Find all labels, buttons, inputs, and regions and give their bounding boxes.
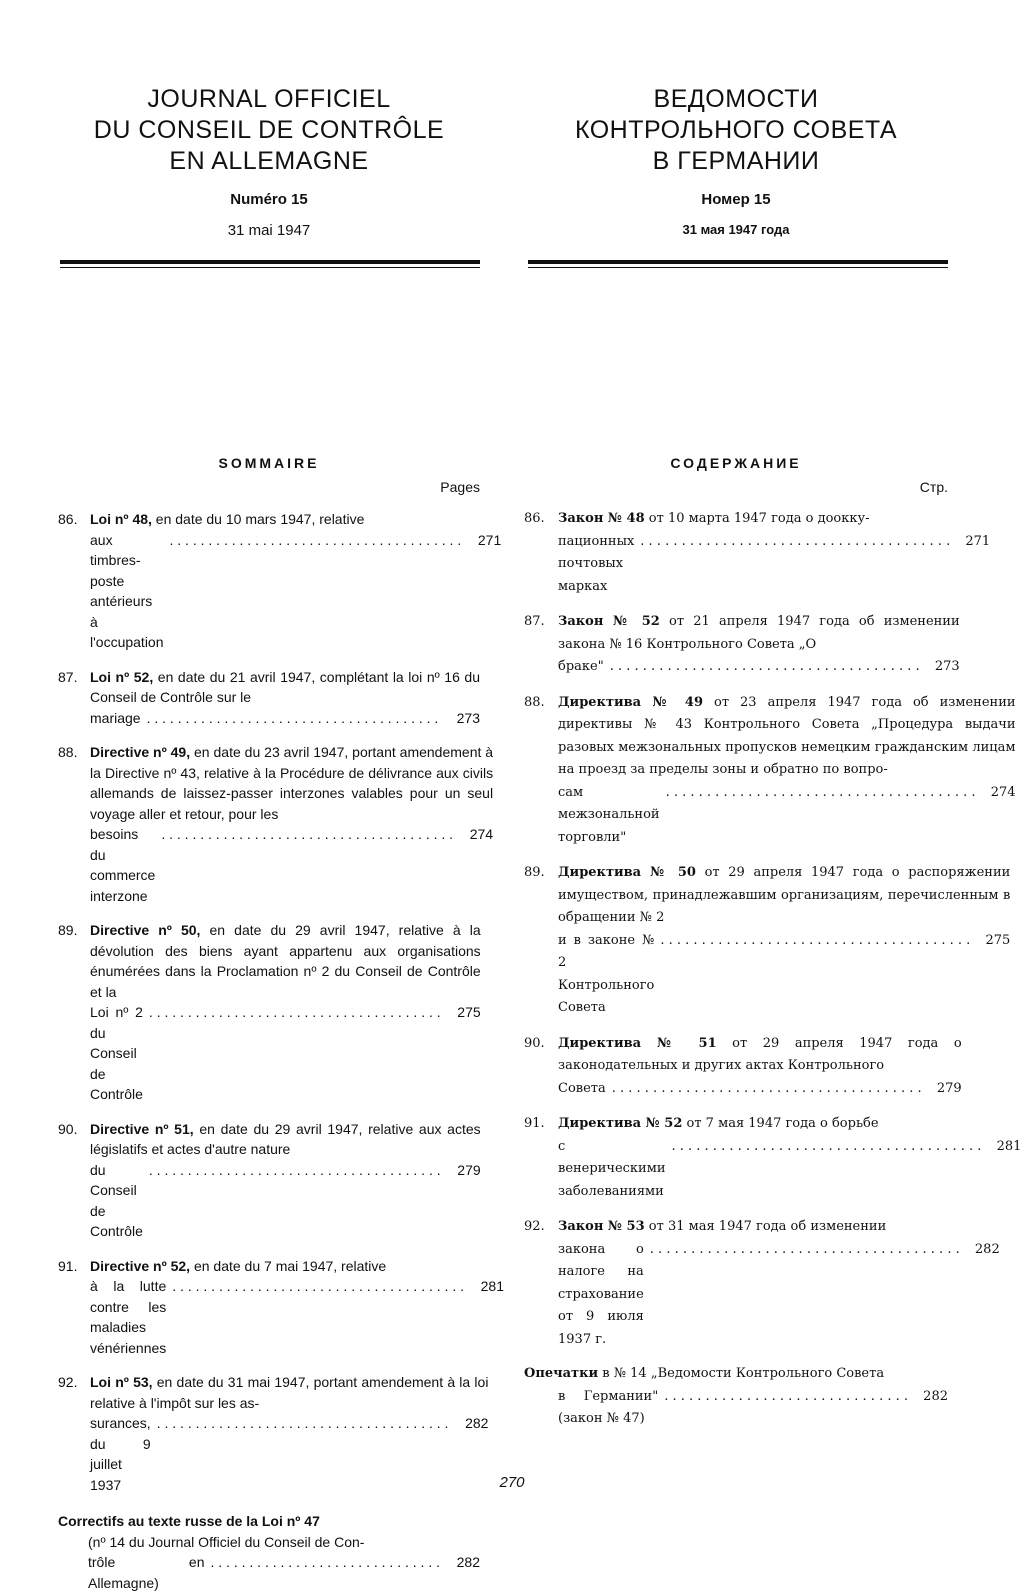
entry-act-title: Закон № 48: [558, 511, 645, 526]
entry-number: 89.: [58, 922, 78, 938]
entry-act-title: Директива № 51: [558, 1035, 717, 1051]
page-ref: 273: [934, 659, 960, 674]
entry-act-title: Закон № 53: [558, 1219, 645, 1234]
entry-text-last: du Conseil de Contrôle: [90, 1161, 143, 1239]
issue-number: Numéro 15: [230, 191, 308, 208]
toc-entry: [524, 508, 991, 598]
page-ref: 271: [477, 531, 502, 548]
entry-act-title: Loi nº 53,: [90, 1374, 153, 1390]
corrections-text: в № 14 „Ведомости Контрольного Совета: [598, 1366, 885, 1381]
entry-text: en date du 23 avril 1947, portant amendement à la Directive nº 43, relative à la Procédure de délivrance aux civils allemands de laissez-passer interzones valables pour un seul voyage aller et retour, pour les: [90, 744, 494, 822]
journal-title-line-3: В ГЕРМАНИИ: [652, 147, 820, 175]
issue-date: 31 mai 1947: [227, 222, 311, 239]
leader-dots: . . . . . . . . . . . . . . . . . . . . . . . . . . . . . . . . . . . . . .: [172, 1278, 464, 1294]
toc-entry: [524, 862, 1011, 1020]
page-number: 270: [499, 1474, 525, 1491]
leader-dots: . . . . . . . . . . . . . . . . . . . . . . . . . . . . . . . . . . . . . .: [169, 531, 462, 548]
entry-act-title: Loi nº 48,: [90, 511, 152, 527]
pages-label: Стр.: [919, 479, 948, 495]
corrections-entry: [58, 1511, 480, 1593]
corrections-head: Correctifs au texte russe de la Loi nº 47: [58, 1513, 320, 1529]
entry-text-last: закона о налоге на страхование от 9 июля 1937 г.: [558, 1241, 644, 1347]
toc-entry: [524, 1113, 1022, 1203]
entry-number: 86.: [58, 511, 78, 527]
entry-text: en date du 29 avril 1947, relative à la dévolution des biens ayant appartenu aux organisations énumérées dans la Proclamation nº 2 du Conseil de Contrôle et la: [90, 922, 481, 1000]
entry-act-title: Директива № 49: [558, 694, 703, 710]
entry-text-last: сам межзональной торговли": [558, 784, 660, 845]
page-ref: 271: [965, 533, 991, 549]
leader-dots: . . . . . . . . . . . . . . . . . . . . . . . . . . . . . . . . . . . . . .: [146, 709, 439, 726]
corrections-text-last: в Германии" (закон № 47): [558, 1388, 659, 1426]
leader-dots: . . . . . . . . . . . . . . . . . . . . . . . . . . . . . . . . . . . . . .: [665, 784, 976, 800]
entry-text: от 29 апреля 1947 года о законодательных и других актах Контрольного: [558, 1035, 962, 1073]
entry-number: 92.: [524, 1219, 545, 1234]
toc-fr: [58, 455, 504, 1593]
toc-entry: [58, 509, 502, 653]
entry-number: 88.: [58, 744, 78, 760]
leader-dots: . . . . . . . . . . . . . . . . . . . . . . . . . . . . . . . . . . . . . .: [671, 1138, 982, 1154]
entry-text-last: mariage: [90, 709, 141, 726]
entry-text: en date du 29 avril 1947, relative aux actes législatifs et actes d'autre nature: [90, 1120, 481, 1157]
toc-entry: [524, 1033, 962, 1101]
entry-act-title: Directive nº 49,: [90, 744, 191, 760]
page-ref: 279: [936, 1080, 962, 1096]
entry-text: en date du 7 mai 1947, relative: [190, 1257, 387, 1274]
page-ref: 274: [990, 784, 1016, 800]
entry-text: от 29 апреля 1947 года о распоряжении имуществом, принадлежавшим организациям, перечисленным в обращении № 2: [558, 865, 1011, 925]
entry-text: en date du 31 mai 1947, portant amendement à la loi relative à l'impôt sur les as-: [90, 1374, 489, 1411]
entry-text: от 31 мая 1947 года об изменении: [644, 1219, 887, 1234]
corrections-head: Опечатки: [524, 1366, 599, 1381]
leader-dots: . . . . . . . . . . . . . . . . . . . . . . . . . . . . . . . . . . . . . .: [609, 659, 920, 674]
entry-text-last: à la lutte contre les maladies vénériennes: [90, 1278, 167, 1356]
entry-act-title: Директива № 50: [558, 865, 696, 880]
entry-text-last: с венерическими заболеваниями: [558, 1138, 666, 1199]
entry-text: en date du 10 mars 1947, relative: [151, 511, 365, 527]
toc-entry: [58, 667, 480, 729]
entry-act-title: Directive nº 52,: [90, 1257, 191, 1274]
entry-number: 87.: [524, 614, 545, 629]
leader-dots: . . . . . . . . . . . . . . . . . . . . . . . . . . . . . . . . . . . . . .: [660, 932, 971, 948]
entry-text-last: пационных почтовых марках: [558, 533, 635, 594]
entry-text: en date du 21 avril 1947, complétant la loi nº 16 du Conseil de Contrôle sur le: [90, 668, 480, 705]
entry-text-last: surances, du 9 juillet 1937: [90, 1415, 151, 1493]
leader-dots: . . . . . . . . . . . . . . . . . . . . . . . . . . . . . . . . . . . . . .: [640, 533, 951, 549]
toc-entry: [58, 1119, 480, 1242]
page-ref: 282: [456, 1554, 480, 1570]
entry-number: 86.: [524, 511, 545, 526]
entry-text-last: aux timbres-poste antérieurs à l'occupation: [90, 531, 164, 650]
toc-entry: [58, 742, 494, 906]
entry-text-last: Совета: [558, 1080, 606, 1096]
page-ref: 275: [457, 1004, 481, 1020]
journal-title-line-2: КОНТРОЛЬНОГО СОВЕТА: [574, 116, 898, 144]
entry-act-title: Directive nº 50,: [90, 922, 201, 938]
leader-dots: . . . . . . . . . . . . . . . . . . . . . . . . . . . . . . . . . . . . . .: [148, 1161, 441, 1178]
corrections-text-last: trôle en Allemagne): [88, 1554, 205, 1591]
entry-number: 92.: [58, 1374, 78, 1390]
leader-dots: . . . . . . . . . . . . . . . . . . . . . . . . . . . . . .: [210, 1554, 440, 1570]
issue-date: 31 мая 1947 года: [682, 222, 790, 237]
masthead-ru: [524, 84, 948, 237]
journal-title-line-3: EN ALLEMAGNE: [169, 147, 369, 175]
toc-entry: [58, 920, 480, 1105]
leader-dots: . . . . . . . . . . . . . . . . . . . . . . . . . . . . . . . . . . . . . .: [156, 1415, 449, 1431]
pages-label: Pages: [440, 479, 480, 495]
journal-title-line-2: DU CONSEIL DE CONTRÔLE: [93, 116, 445, 144]
toc-ru: [524, 455, 1022, 1431]
page-ref: 282: [465, 1415, 489, 1431]
toc-entry: [524, 692, 1016, 850]
page-ref: 282: [974, 1241, 1000, 1257]
entry-number: 87.: [58, 668, 78, 685]
entry-number: 88.: [524, 694, 545, 710]
page-ref: 274: [469, 826, 494, 842]
toc-title: СОДЕРЖАНИЕ: [670, 455, 802, 471]
toc-entry: [58, 1256, 504, 1359]
entry-act-title: Loi nº 52,: [90, 668, 154, 685]
page-ref: 281: [996, 1138, 1022, 1154]
entry-text: от 10 марта 1947 года о доокку-: [644, 511, 870, 526]
entry-act-title: Directive nº 51,: [90, 1120, 194, 1137]
entry-number: 91.: [58, 1257, 78, 1274]
entry-number: 91.: [524, 1116, 545, 1131]
masthead-fr: [58, 84, 480, 239]
entry-text-last: браке": [558, 659, 604, 674]
page-ref: 282: [923, 1388, 948, 1404]
entry-text-last: besoins du commerce interzone: [90, 826, 156, 904]
toc-entry: [524, 611, 960, 679]
entry-text: от 23 апреля 1947 года об изменении директивы № 43 Контрольного Совета „Процедура выдачи разовых межзональных пропусков немецким гражданским лицам на проезд за пределы зоны и обратно по вопро-: [558, 694, 1016, 777]
entry-text: от 7 мая 1947 года о борьбе: [682, 1116, 879, 1131]
entry-act-title: Директива № 52: [558, 1116, 683, 1131]
issue-number: Номер 15: [701, 191, 771, 208]
entry-text-last: и в законе № 2 Контрольного Совета: [558, 932, 655, 1015]
entry-text: от 21 апреля 1947 года об изменении закона № 16 Контрольного Совета „О: [558, 614, 960, 652]
entry-text-last: Loi nº 2 du Conseil de Contrôle: [90, 1004, 143, 1102]
toc-title: SOMMAIRE: [218, 455, 320, 471]
leader-dots: . . . . . . . . . . . . . . . . . . . . . . . . . . . . . . . . . . . . . .: [148, 1004, 441, 1020]
entry-number: 89.: [524, 865, 545, 880]
page-ref: 273: [456, 709, 480, 726]
leader-dots: . . . . . . . . . . . . . . . . . . . . . . . . . . . . . . . . . . . . . .: [649, 1241, 960, 1257]
journal-title-line-1: ВЕДОМОСТИ: [653, 85, 819, 113]
toc-entries: [524, 508, 1022, 1351]
leader-dots: . . . . . . . . . . . . . . . . . . . . . . . . . . . . . . . . . . . . . .: [611, 1080, 922, 1096]
entry-number: 90.: [524, 1035, 545, 1051]
corrections-entry: [524, 1363, 948, 1431]
page-ref: 275: [985, 932, 1011, 948]
page-ref: 279: [457, 1161, 481, 1178]
entry-act-title: Закон № 52: [558, 614, 660, 629]
toc-entries: [58, 509, 504, 1495]
corrections-text: (nº 14 du Journal Officiel du Conseil de Con-: [88, 1533, 365, 1550]
toc-entry: [524, 1216, 1000, 1351]
entry-number: 90.: [58, 1120, 78, 1137]
leader-dots: . . . . . . . . . . . . . . . . . . . . . . . . . . . . . .: [664, 1388, 908, 1404]
leader-dots: . . . . . . . . . . . . . . . . . . . . . . . . . . . . . . . . . . . . . .: [161, 826, 454, 842]
journal-title-line-1: JOURNAL OFFICIEL: [147, 85, 391, 113]
page-ref: 281: [480, 1278, 504, 1294]
